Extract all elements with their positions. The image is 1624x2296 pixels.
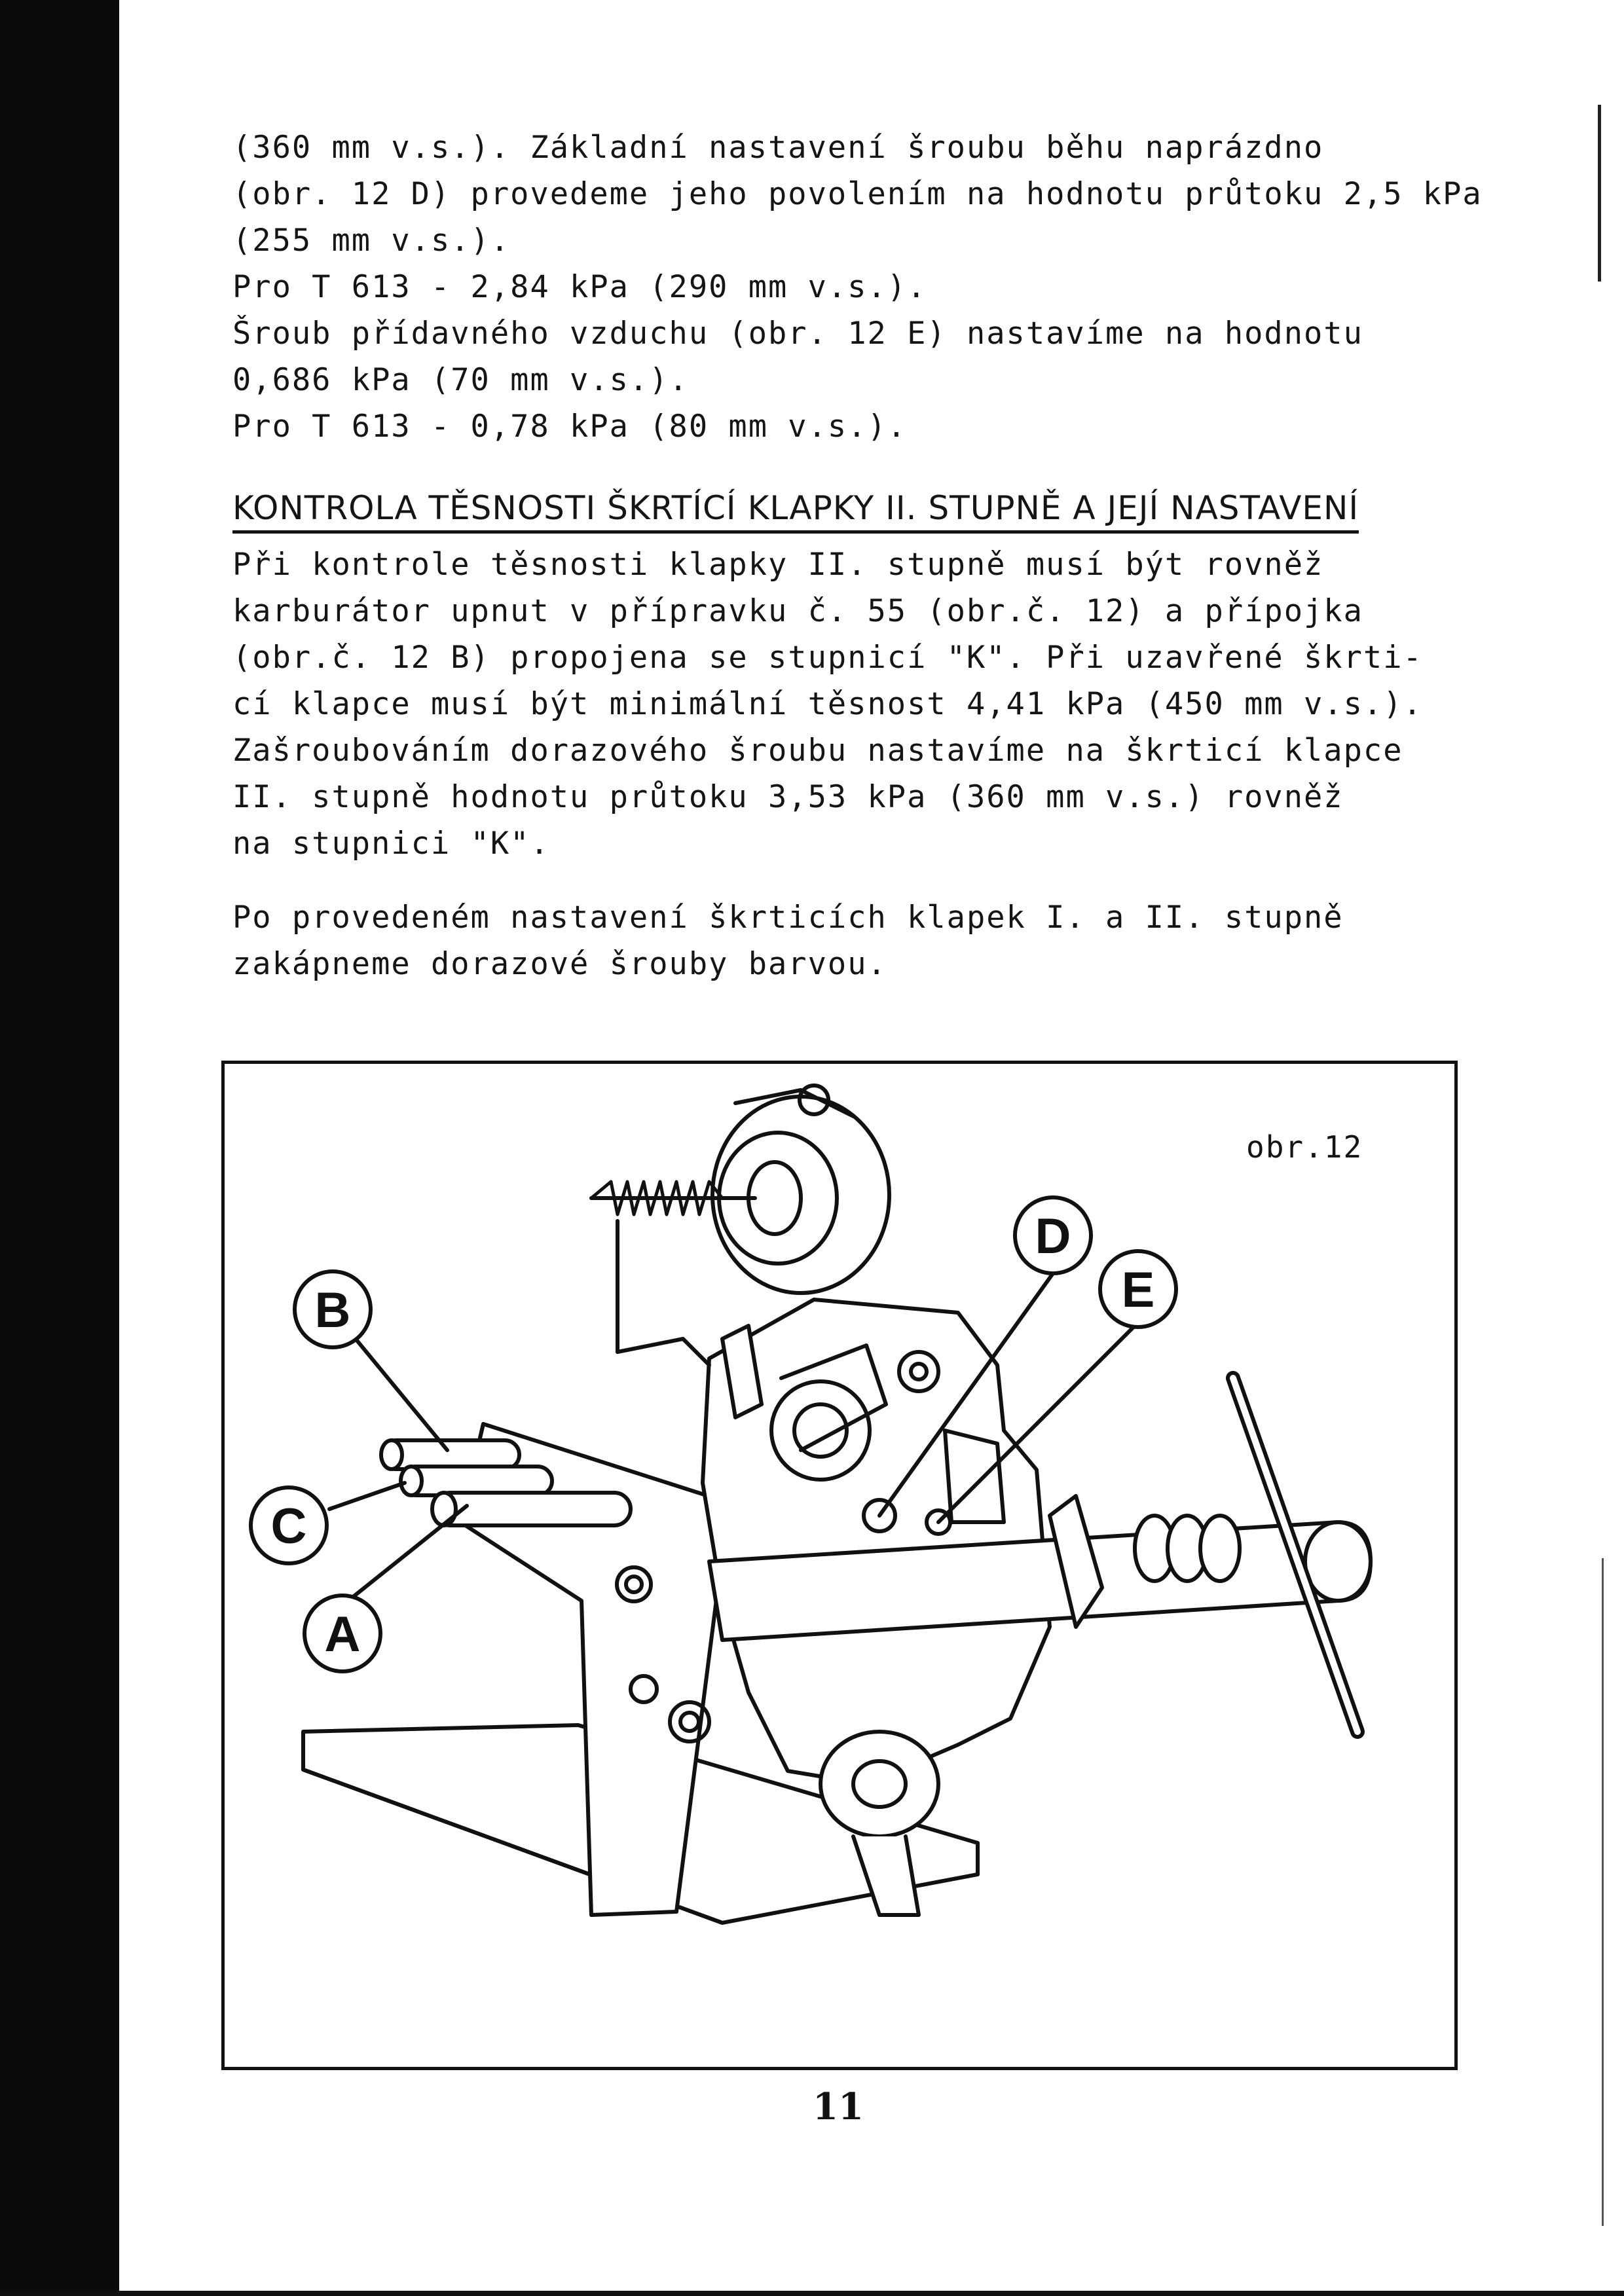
callout-letter: A: [324, 1607, 361, 1662]
callout-letter: E: [1121, 1262, 1155, 1318]
text-line: Šroub přídavného vzduchu (obr. 12 E) nastavíme na hodnotu: [232, 316, 1363, 352]
text-line: 0,686 kPa (70 mm v.s.).: [232, 362, 689, 398]
leader-a: [352, 1506, 467, 1597]
text-line: Pro T 613 - 0,78 kPa (80 mm v.s.).: [232, 409, 908, 445]
threaded-collar: [1200, 1516, 1240, 1581]
scan-right-mark: [1602, 1558, 1604, 2226]
callout-letter: D: [1035, 1209, 1071, 1264]
page-text: [232, 124, 1516, 987]
text-line: Po provedeném nastavení škrticích klapek I. a II. stupně: [232, 900, 1344, 936]
text-line: (255 mm v.s.).: [232, 223, 511, 259]
scan-left-edge: [0, 0, 119, 2296]
text-line: Při kontrole těsnosti klapky II. stupně musí být rovněž: [232, 547, 1324, 583]
text-line: (obr. 12 D) provedeme jeho povolením na hodnotu průtoku 2,5 kPa: [232, 176, 1483, 212]
callout-letter: B: [314, 1283, 351, 1338]
float-bowl: [821, 1732, 938, 1836]
text-line: cí klapce musí být minimální těsnost 4,41 kPa (450 mm v.s.).: [232, 686, 1423, 722]
figure-label: obr.12: [1246, 1129, 1363, 1165]
rod-bend: [618, 1339, 709, 1365]
figure-12: [221, 1061, 1458, 2070]
text-line: Zašroubováním dorazového šroubu nastavíme na škrticí klapce: [232, 733, 1403, 769]
section-heading-wrap: [232, 486, 1516, 534]
text-line: zakápneme dorazové šrouby barvou.: [232, 946, 887, 982]
paragraph-3: [232, 894, 1516, 987]
paragraph-gap: [232, 867, 1516, 894]
paragraph-2: [232, 541, 1516, 867]
text-line: II. stupně hodnotu průtoku 3,53 kPa (360 mm v.s.) rovněž: [232, 779, 1344, 815]
scan-right-mark: [1598, 105, 1601, 282]
throttle-lever-housing: [771, 1381, 870, 1480]
callout-letter: C: [270, 1499, 307, 1554]
text-line: (obr.č. 12 B) propojena se stupnicí "K". Při uzavřené škrti-: [232, 640, 1423, 676]
text-line: na stupnici "K".: [232, 826, 550, 862]
text-line: Pro T 613 - 2,84 kPa (290 mm v.s.).: [232, 269, 927, 305]
text-line: karburátor upnut v přípravku č. 55 (obr.č. 12) a přípojka: [232, 593, 1363, 629]
text-line: (360 mm v.s.). Základní nastavení šroubu běhu naprázdno: [232, 130, 1324, 166]
page-number: 11: [813, 2085, 864, 2128]
paragraph-1: [232, 124, 1516, 450]
carburetor-fixture-drawing: [225, 1064, 1454, 2067]
leader-c: [329, 1483, 405, 1509]
section-heading: KONTROLA TĚSNOSTI ŠKRTÍCÍ KLAPKY II. STUPNĚ A JEJÍ NASTAVENÍ: [232, 486, 1359, 534]
leader-b: [356, 1339, 447, 1450]
scan-bottom-edge: [0, 2291, 1624, 2296]
